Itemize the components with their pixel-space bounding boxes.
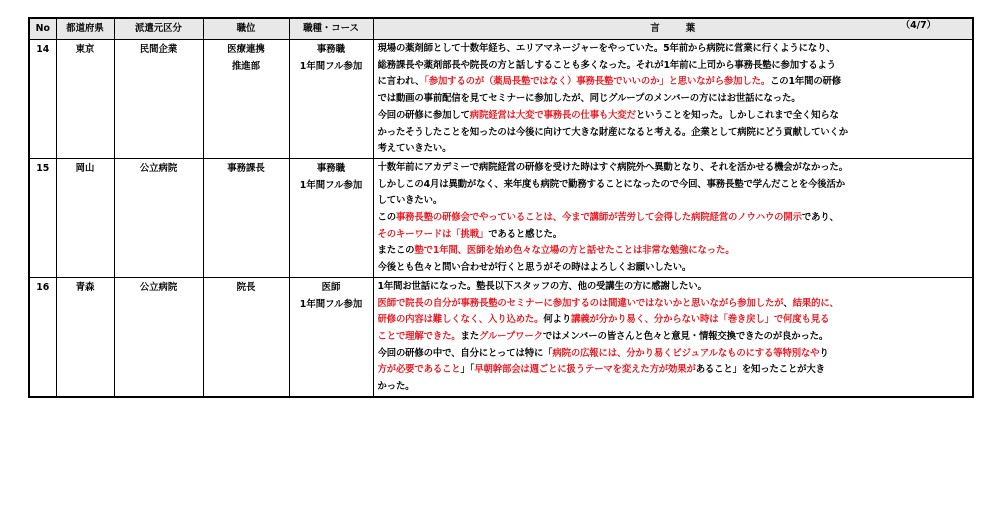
row-position <box>203 158 289 277</box>
comment-line <box>378 141 970 158</box>
table-row <box>29 158 973 277</box>
highlighted-text: 「参加するのが（薬局長塾ではなく）事務長塾でいいのか」と思いながら参加した。 <box>424 76 771 88</box>
comment-text: では動画の事前配信を見てセミナーに参加したが、同じグループのメンバーの方にはお世話になった。 <box>377 93 801 105</box>
comment-line <box>378 41 970 58</box>
row-prefecture: 青森 <box>56 277 114 396</box>
row-origin: 民間企業 <box>114 40 203 159</box>
comment-text: かった。 <box>377 381 415 393</box>
comment-text: 今回の研修の中で、自分にとっては特に「 <box>377 347 553 359</box>
row-course <box>289 158 373 277</box>
highlighted-text: 講義が分かり易く、分からない時は「巻き戻し」で何度も見る <box>571 314 830 326</box>
row-course-line: 医師 <box>321 281 341 293</box>
comment-line <box>378 160 970 177</box>
highlighted-text: 研修の内容は難しくなく、入り込めた。 <box>377 314 544 326</box>
header-page-indicator: （4/7） <box>900 20 936 31</box>
comment-text: 今回の研修に参加して <box>377 109 470 121</box>
table-header-row <box>29 18 973 40</box>
comment-line <box>378 125 970 142</box>
row-position-line: 推進部 <box>231 60 261 72</box>
row-course <box>289 40 373 159</box>
row-position-line: 院長 <box>236 281 256 293</box>
row-course-line: 事務職 <box>316 162 346 174</box>
comment-text: またこの <box>377 245 415 257</box>
comment-line <box>378 108 970 125</box>
comment-line <box>378 227 970 244</box>
comment-line <box>378 296 970 313</box>
row-position-line: 医療連携 <box>227 44 265 55</box>
row-origin: 公立病院 <box>114 158 203 277</box>
comment-table-wrapper <box>28 17 972 398</box>
row-position <box>203 40 289 159</box>
highlighted-text: 塾で1年間、医師を始め色々な立場の方と話せたことは非常な勉強になった。 <box>414 245 735 257</box>
highlighted-text: 病院の広報には、分かり易くビジュアルなものにする等特別なや <box>552 347 820 359</box>
row-origin: 公立病院 <box>114 277 203 396</box>
row-no: 16 <box>29 277 56 396</box>
row-course-line: 1年間フル参加 <box>299 60 363 72</box>
comment-line <box>378 91 970 108</box>
row-prefecture: 岡山 <box>56 158 114 277</box>
comment-text: 、 <box>783 297 793 309</box>
header-no: No <box>29 18 56 40</box>
row-course-line: 1年間フル参加 <box>299 179 363 191</box>
comment-text: この1年間の研修 <box>770 76 842 88</box>
row-no: 15 <box>29 158 56 277</box>
table-body <box>29 40 973 397</box>
table-row <box>29 277 973 396</box>
comment-text: 今後とも色々と問い合わせが行くと思うがその時はよろしくお願いしたい。 <box>377 262 692 274</box>
comment-text: あること」を知ったことが大き <box>695 364 825 376</box>
comment-text: また <box>460 330 479 342</box>
comment-text: 総務課長や薬剤部長や院長の方と話しすることも多くなった。それが1年前に上司から事務長塾に参加するよう <box>377 59 836 71</box>
highlighted-text: ことで理解できた。 <box>377 330 461 342</box>
comment-text: 1年間お世話になった。塾長以下スタッフの方、他の受講生の方に感謝したい。 <box>377 280 707 292</box>
table-row <box>29 40 973 159</box>
comment-text: であると感じた。 <box>488 228 563 240</box>
comment-line <box>378 312 970 329</box>
comment-text: であり、 <box>801 212 839 224</box>
comment-table <box>28 17 974 398</box>
highlighted-text: 結果的に、 <box>792 297 839 309</box>
header-origin: 派遣元区分 <box>114 18 203 40</box>
comment-line <box>378 58 970 75</box>
comment-text: していきたい。 <box>377 195 443 207</box>
row-course-line: 事務職 <box>316 44 346 55</box>
comment-line <box>378 362 970 379</box>
comment-text: ということを知った。しかしこれまで全く知らな <box>635 109 839 121</box>
highlighted-text: 事務長塾の研修会でやっていることは、今まで講師が苦労して会得した病院経営のノウハウの開示 <box>395 212 802 224</box>
highlighted-text: 病院経営は大変で事務長の仕事も大変だ <box>469 109 636 121</box>
comment-line <box>378 210 970 227</box>
row-comment <box>373 158 973 277</box>
highlighted-text: 方が必要であること <box>377 364 461 376</box>
comment-text: 十数年前にアカデミーで病院経営の研修を受けた時はすぐ病院外へ異動となり、それを活かせる機会がなかった。 <box>377 161 848 173</box>
comment-line <box>378 260 970 277</box>
comment-line <box>378 177 970 194</box>
comment-text: り <box>819 347 829 359</box>
row-prefecture: 東京 <box>56 40 114 159</box>
row-position-line: 事務課長 <box>227 162 265 174</box>
comment-text: 」「 <box>460 364 475 376</box>
comment-line <box>378 74 970 91</box>
comment-text: に言われ、 <box>377 76 425 88</box>
highlighted-text: そのキーワードは「挑戦」 <box>377 228 489 240</box>
header-position: 職位 <box>203 18 289 40</box>
comment-line <box>378 243 970 260</box>
header-course: 職種・コース <box>289 18 373 40</box>
highlighted-text: 医師で院長の自分が事務長塾のセミナーに参加するのは間違いではないかと思いながら参加したが <box>377 297 784 309</box>
comment-line <box>378 279 970 296</box>
row-comment <box>373 40 973 159</box>
highlighted-text: グループワーク <box>478 330 543 342</box>
row-no: 14 <box>29 40 56 159</box>
header-prefecture: 都道府県 <box>56 18 114 40</box>
comment-line <box>378 346 970 363</box>
header-comment-title: 言葉 <box>650 23 722 34</box>
row-course <box>289 277 373 396</box>
row-comment <box>373 277 973 396</box>
comment-line <box>378 193 970 210</box>
comment-text: しかしこの4月は異動がなく、来年度も病院で勤務することになったので今回、事務長塾で学んだことを今後活か <box>377 178 845 190</box>
row-course-line: 1年間フル参加 <box>299 298 363 310</box>
comment-text: 何より <box>543 314 572 326</box>
row-position <box>203 277 289 396</box>
comment-line <box>378 379 970 396</box>
highlighted-text: 早朝幹部会は週ごとに扱うテーマを変えた方が効果が <box>474 364 696 376</box>
comment-text: かったそうしたことを知ったのは今後に向けて大きな財産になると考える。企業として病院にどう貢献していくか <box>377 126 848 138</box>
comment-line <box>378 329 970 346</box>
comment-text: ではメンバーの皆さんと色々と意見・情報交換できたのが良かった。 <box>542 330 829 342</box>
comment-text: 考えていきたい。 <box>377 143 452 155</box>
comment-text: この <box>377 212 396 224</box>
header-comment <box>373 18 973 40</box>
comment-text: 現場の薬剤師として十数年経ち、エリアマネージャーをやっていた。5年前から病院に営業に行くようになり、 <box>377 43 836 54</box>
